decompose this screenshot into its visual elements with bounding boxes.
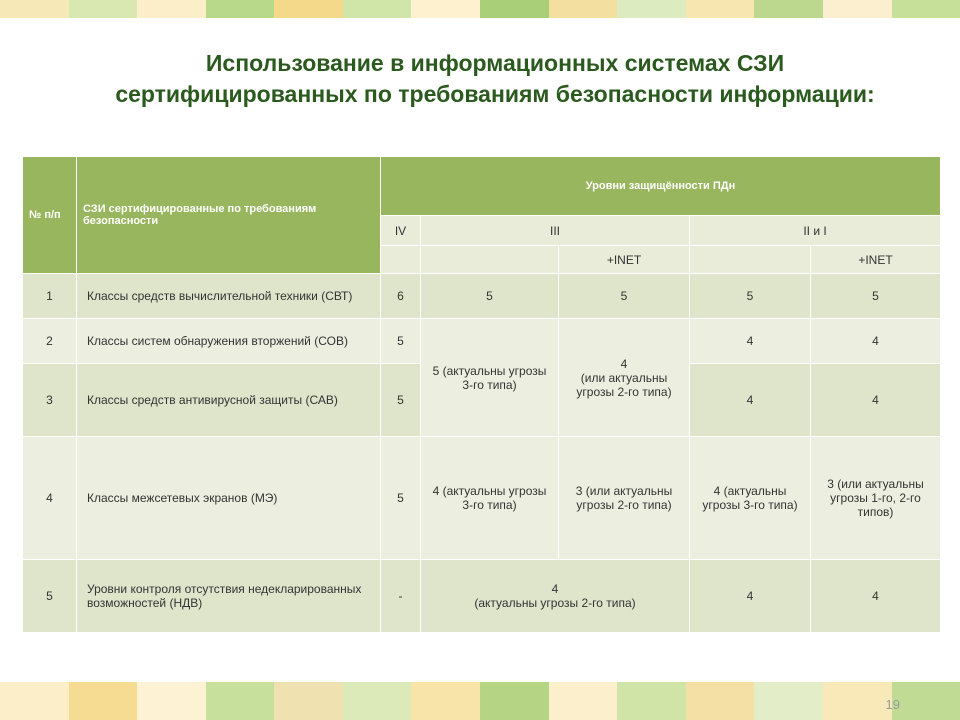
cell-ii-i: 4 <box>690 319 811 364</box>
row-name: Классы средств вычислительной техники (СВТ) <box>77 274 381 319</box>
cell-ii-i: 4 <box>690 364 811 437</box>
header-level-iii: III <box>421 216 690 246</box>
row-name: Уровни контроля отсутствия недекларированных возможностей (НДВ) <box>77 560 381 633</box>
header-levels: Уровни защищённости ПДн <box>381 157 941 216</box>
header-name: СЗИ сертифицированные по требованиям безопасности <box>77 157 381 274</box>
cell-iii <box>421 437 559 560</box>
top-decorative-stripes <box>0 0 960 18</box>
cell-iv: 6 <box>381 274 421 319</box>
cell-iii-merged-text: (актуальны угрозы 2-го типа) <box>474 596 636 610</box>
cell-ii-i-inet: 5 <box>811 274 941 319</box>
table-row <box>23 437 941 560</box>
table-row <box>23 560 941 633</box>
cell-iii: 5 <box>421 274 559 319</box>
header-inet-ii-i: +INET <box>811 246 941 274</box>
row-num: 4 <box>23 437 77 560</box>
cell-iii-inet-merged-text: (или актуальны угрозы 2-го типа) <box>576 370 672 399</box>
slide-title-line1: Использование в информационных системах СЗИ <box>205 50 785 76</box>
header-blank-iv <box>381 246 421 274</box>
cell-iii-inet-merged <box>559 319 690 437</box>
slide-title <box>40 48 950 110</box>
cell-iii-inet: 5 <box>559 274 690 319</box>
cell-iii-merged-text: 5 (актуальны угрозы 3-го типа) <box>432 363 547 392</box>
cell-iii-merged-num: 4 <box>551 582 559 596</box>
row-name: Классы межсетевых экранов (МЭ) <box>77 437 381 560</box>
header-inet-iii: +INET <box>559 246 690 274</box>
page-number: 19 <box>885 697 900 712</box>
cell-iii-inet-text: 3 (или актуальны угрозы 2-го типа) <box>575 484 673 512</box>
cell-ii-i-inet: 4 <box>811 560 941 633</box>
header-blank-ii-i <box>690 246 811 274</box>
cell-ii-i-inet: 4 <box>811 319 941 364</box>
bottom-decorative-stripes <box>0 682 960 720</box>
cell-iv: 5 <box>381 364 421 437</box>
cell-ii-i-inet: 4 <box>811 364 941 437</box>
cell-iv: - <box>381 560 421 633</box>
header-level-iv: IV <box>381 216 421 246</box>
row-name: Классы средств антивирусной защиты (САВ) <box>77 364 381 437</box>
cell-ii-i-inet-text: 3 (или актуальны угрозы 1-го, 2-го типов) <box>827 477 924 519</box>
table-row <box>23 319 941 364</box>
cell-ii-i <box>690 437 811 560</box>
header-num: № п/п <box>23 157 77 274</box>
cell-iv: 5 <box>381 319 421 364</box>
header-blank-iii <box>421 246 559 274</box>
slide-title-line2: сертифицированных по требованиям безопасности информации: <box>115 81 875 107</box>
cell-iii-text: 4 (актуальны угрозы 3-го типа) <box>432 484 547 512</box>
header-level-ii-i: II и I <box>690 216 941 246</box>
row-num: 5 <box>23 560 77 633</box>
cell-iii-merged <box>421 319 559 437</box>
cell-iv: 5 <box>381 437 421 560</box>
row-name: Классы систем обнаружения вторжений (СОВ) <box>77 319 381 364</box>
requirements-table <box>22 156 941 633</box>
cell-ii-i: 5 <box>690 274 811 319</box>
cell-ii-i-inet <box>811 437 941 560</box>
row-num: 3 <box>23 364 77 437</box>
table-row <box>23 274 941 319</box>
cell-iii-inet-merged-num: 4 <box>620 356 628 371</box>
cell-iii-inet <box>559 437 690 560</box>
cell-ii-i-text: 4 (актуальны угрозы 3-го типа) <box>702 484 798 512</box>
cell-iii-merged <box>421 560 690 633</box>
row-num: 1 <box>23 274 77 319</box>
cell-ii-i: 4 <box>690 560 811 633</box>
row-num: 2 <box>23 319 77 364</box>
